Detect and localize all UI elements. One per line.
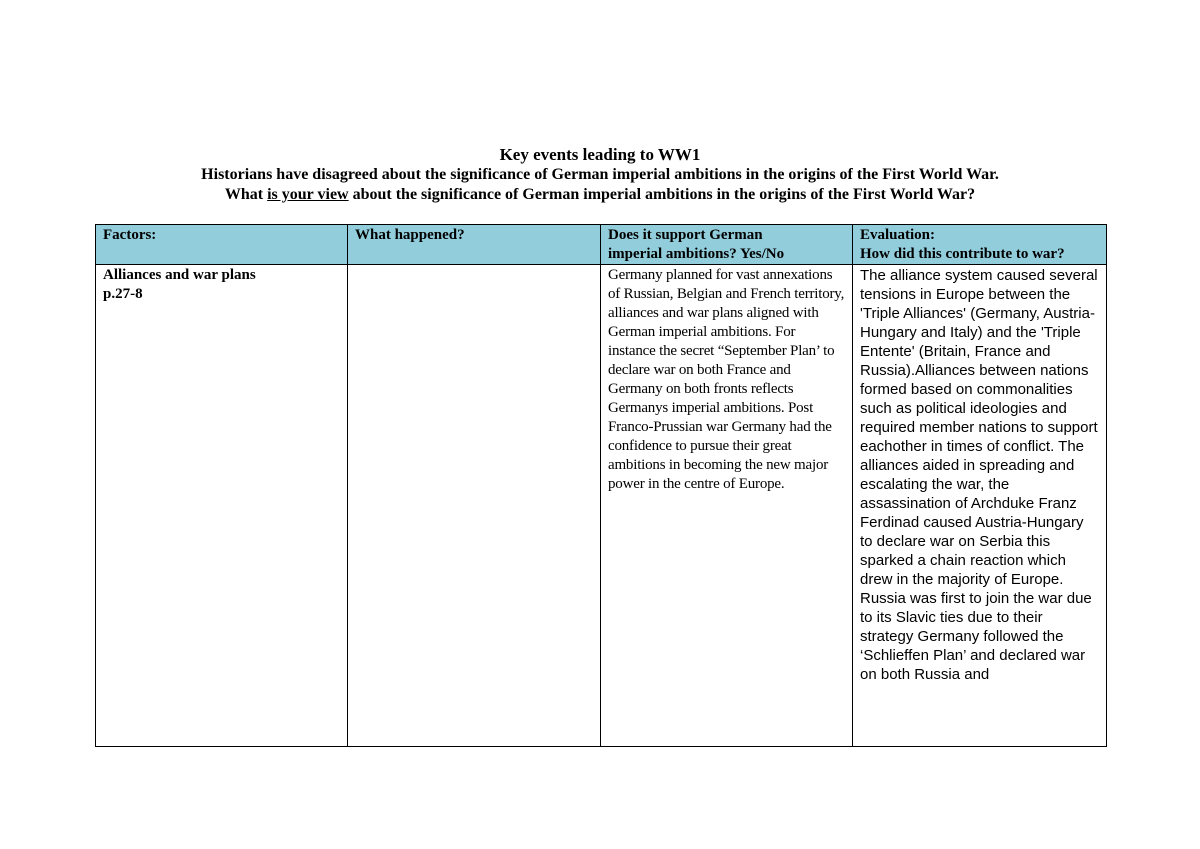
cell-support: Germany planned for vast annexations of Russian, Belgian and French territory, alliances and war plans aligned with German imperial ambitions. For instance the secret “September Plan’ to declare war on both France and Germany on both fronts reflects Germanys imperial ambitions. Post Franco-Prussian war Germany had the confidence to pursue their great ambitions in becoming the new major power in the centre of Europe. — [601, 265, 853, 747]
cell-factor — [96, 265, 348, 747]
question-emphasis: is your view — [267, 186, 349, 203]
table-header-row — [96, 225, 1107, 265]
factors-table — [95, 224, 1107, 747]
header-support-line2: imperial ambitions? Yes/No — [608, 246, 785, 262]
header-what-happened — [348, 225, 601, 265]
header-support-line1: Does it support German — [608, 227, 763, 243]
header-support — [601, 225, 853, 265]
page-subtitle: Historians have disagreed about the significance of German imperial ambitions in the origins of the First World War. — [201, 166, 999, 183]
evaluation-text: The alliance system caused several tensions in Europe between the 'Triple Alliances' (Germany, Austria-Hungary and Italy) and the 'Triple Entente' (Britain, France and Russia).Alliances between nations formed based on commonalities such as political ideologies and required member nations to support eachother in times of conflict. The alliances aided in spreading and escalating the war, the assassination of Archduke Franz Ferdinad caused Austria-Hungary to declare war on Serbia this sparked a chain reaction which drew in the majority of Europe. Russia was first to join the war due to its Slavic ties due to their strategy Germany followed the ‘Schlieffen Plan’ and declared war on both Russia and — [860, 267, 1098, 683]
factor-name: Alliances and war plans — [103, 267, 256, 283]
cell-what-happened[interactable] — [348, 265, 601, 747]
page-title: Key events leading to WW1 — [499, 145, 701, 164]
header-evaluation-line2: How did this contribute to war? — [860, 246, 1065, 262]
header-evaluation — [853, 225, 1107, 265]
header-factors-label: Factors: — [103, 227, 157, 243]
header-what-happened-label: What happened? — [355, 227, 465, 243]
document-heading — [0, 144, 1200, 205]
header-evaluation-line1: Evaluation: — [860, 227, 936, 243]
cell-evaluation — [853, 265, 1107, 747]
page-question — [0, 185, 1200, 205]
question-suffix: about the significance of German imperial ambitions in the origins of the First World War? — [348, 186, 976, 203]
header-factors — [96, 225, 348, 265]
factor-pages: p.27-8 — [103, 286, 143, 302]
table-row — [96, 265, 1107, 747]
question-prefix: What — [224, 186, 268, 203]
